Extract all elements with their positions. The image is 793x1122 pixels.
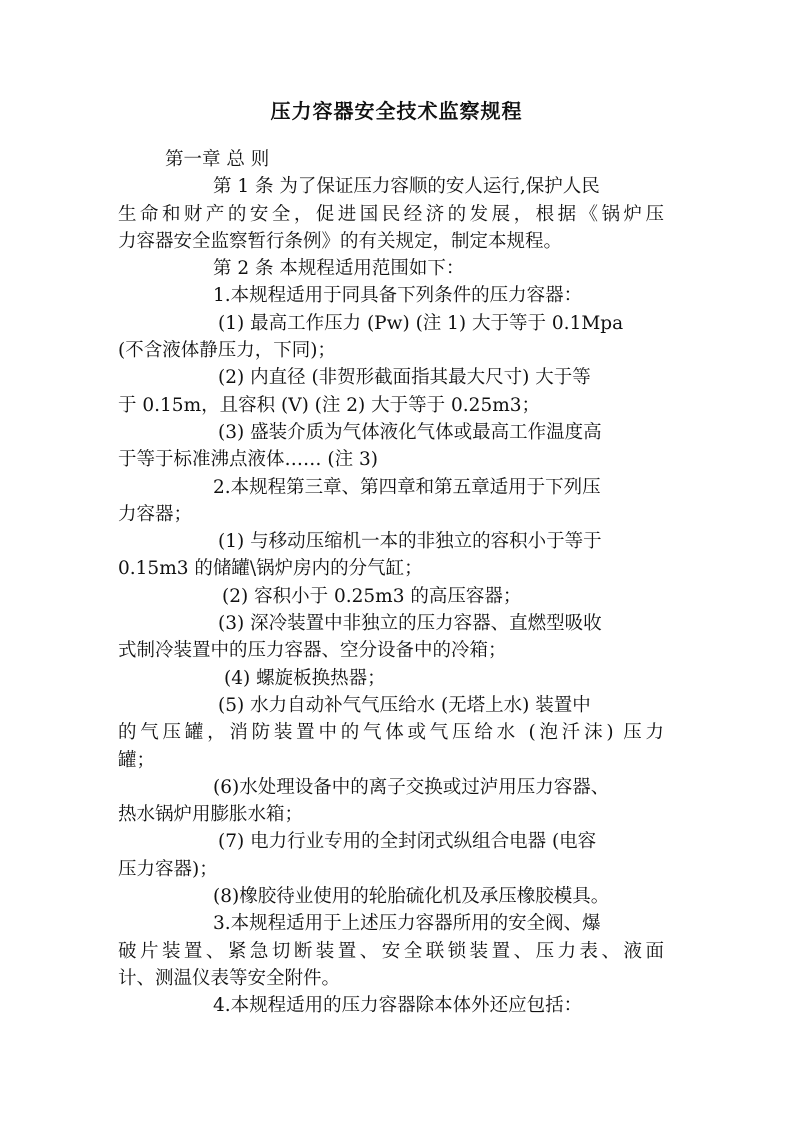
item-2-7-line-2: 压力容器)； <box>118 858 218 880</box>
document-body <box>118 146 664 1020</box>
clause-3-line-2: 破片装置、紧急切断装置、安全联锁装置、压力表、液面 <box>118 940 664 962</box>
item-2-6-line-2: 热水锅炉用膨胀水箱； <box>118 804 304 826</box>
article-1-line-3: 力容器安全监察暂行条例》的有关规定，制定本规程。 <box>118 230 563 252</box>
item-2-6-line-1: (6)水处理设备中的离子交换或过泸用压力容器、 <box>213 776 610 798</box>
article-2-heading: 第 2 条 本规程适用范围如下： <box>213 258 465 280</box>
clause-1-heading: 1.本规程适用于同具备下列条件的压力容器： <box>213 285 583 307</box>
item-2-2: (2) 容积小于 0.25m3 的高压容器； <box>222 585 522 607</box>
item-2-5-line-2: 的气压罐，消防装置中的气体或气压给水 (泡汘沫) 压力 <box>118 722 664 744</box>
article-1-line-2: 生命和财产的安全，促进国民经济的发展，根据《锅炉压 <box>118 203 664 225</box>
item-1-3-line-2: 于等于标准沸点液体…… (注 3) <box>118 449 378 471</box>
item-2-1-line-1: (1) 与移动压缩机一本的非独立的容积小于等于 <box>218 531 602 553</box>
clause-3-line-3: 计、测温仪表等安全附件。 <box>118 967 341 989</box>
item-1-1-line-2: (不含液体静压力，下同)； <box>118 340 336 362</box>
document-title: 压力容器安全技术监察规程 <box>270 99 523 123</box>
clause-2-line-1: 2.本规程第三章、第四章和第五章适用于下列压 <box>213 476 601 498</box>
article-1-line-1: 第 1 条 为了保证压力容顺的安人运行,保护人民 <box>213 176 600 198</box>
item-2-5-line-3: 罐； <box>118 749 156 771</box>
clause-3-line-1: 3.本规程适用于上述压力容器所用的安全阀、爆 <box>213 913 601 935</box>
clause-2-line-2: 力容器； <box>118 503 193 525</box>
clause-4-heading: 4.本规程适用的压力容器除本体外还应包括： <box>213 995 583 1017</box>
item-2-4: (4) 螺旋板换热器； <box>224 667 386 689</box>
item-2-8: (8)橡胶待业使用的轮胎硫化机及承压橡胶模具。 <box>213 886 610 908</box>
item-2-3-line-2: 式制冷装置中的压力容器、空分设备中的冷箱； <box>118 640 507 662</box>
item-2-7-line-1: (7) 电力行业专用的全封闭式纵组合电器 (电容 <box>218 831 597 853</box>
item-1-1-line-1: (1) 最高工作压力 (Pw) (注 1) 大于等于 0.1Mpa <box>218 312 624 334</box>
item-2-3-line-1: (3) 深冷装置中非独立的压力容器、直燃型吸收 <box>218 613 602 635</box>
item-2-5-line-1: (5) 水力自动补气气压给水 (无塔上水) 装置中 <box>218 694 591 716</box>
chapter-heading: 第一章 总 则 <box>165 149 270 170</box>
item-2-1-line-2: 0.15m3 的储罐\锅炉房内的分气缸； <box>118 558 423 580</box>
item-1-2-line-1: (2) 内直径 (非贺形截面指其最大尺寸) 大于等 <box>218 367 591 389</box>
item-1-2-line-2: 于 0.15m，且容积 (V) (注 2) 大于等于 0.25m3； <box>118 394 541 416</box>
item-1-3-line-1: (3) 盛装介质为气体液化气体或最高工作温度高 <box>218 421 602 443</box>
